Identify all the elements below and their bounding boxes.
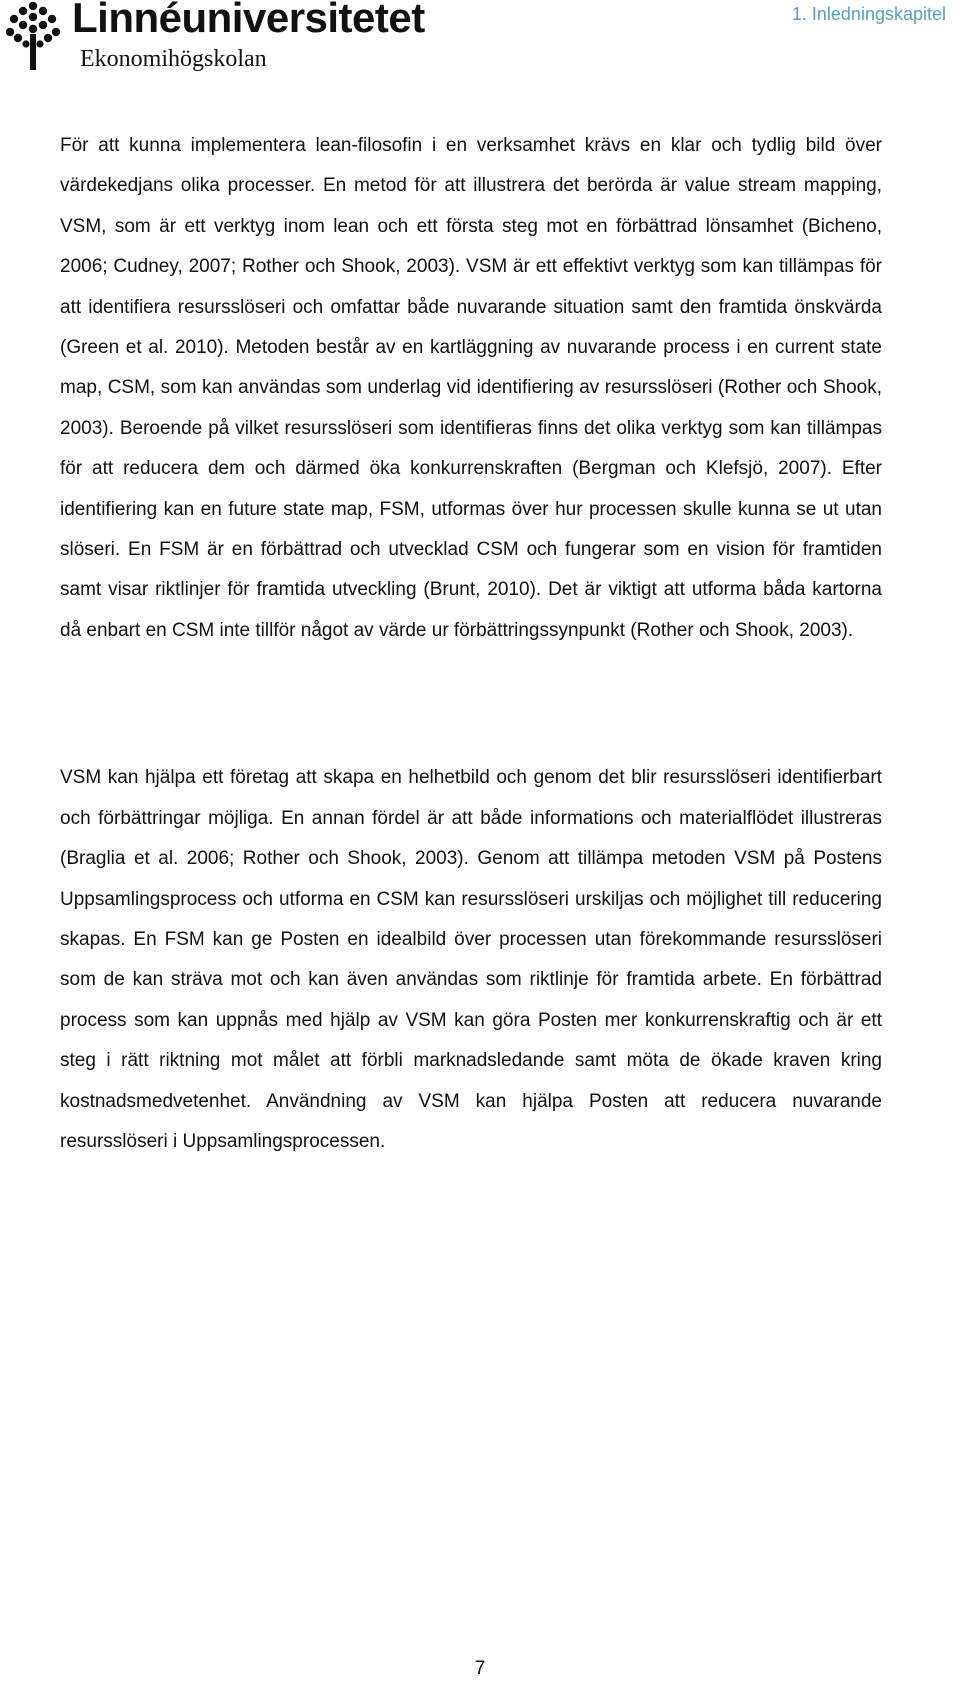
page-header	[0, 0, 960, 80]
body-text	[60, 126, 882, 1162]
tree-logo-icon	[4, 0, 62, 72]
chapter-heading: 1. Inledningskapitel	[791, 4, 946, 24]
logo-wordmark: Linnéuniversitetet	[72, 0, 425, 41]
paragraph-1: För att kunna implementera lean-filosofin i en verksamhet krävs en klar och tydlig bild över värdekedjans olika processer. En metod för att illustrera det berörda är value stream mapping, VSM, som är ett verktyg inom lean och ett första steg mot en förbättrad lönsamhet (Bicheno, 2006; Cudney, 2007; Rother och Shook, 2003). VSM är ett effektivt verktyg som kan tillämpas för att identifiera resursslöseri och omfattar både nuvarande situation samt den framtida önskvärda (Green et al. 2010). Metoden består av en kartläggning av nuvarande process i en current state map, CSM, som kan användas som underlag vid identifiering av resursslöseri (Rother och Shook, 2003). Beroende på vilket resursslöseri som identifieras finns det olika verktyg som kan tillämpas för att reducera dem och därmed öka konkurrenskraften (Bergman och Klefsjö, 2007). Efter identifiering kan en future state map, FSM, utformas över hur processen skulle kunna se ut utan slöseri. En FSM är en förbättrad och utvecklad CSM och fungerar som en vision för framtiden samt visar riktlinjer för framtida utveckling (Brunt, 2010). Det är viktigt att utforma båda kartorna då enbart en CSM inte tillför något av värde ur förbättringssynpunkt (Rother och Shook, 2003).	[60, 135, 882, 641]
university-logo	[4, 0, 524, 78]
paragraph-2: VSM kan hjälpa ett företag att skapa en helhetbild och genom det blir resursslöseri identifierbart och förbättringar möjliga. En annan fördel är att både informations och materialflödet illustreras (Braglia et al. 2006; Rother och Shook, 2003). Genom att tillämpa metoden VSM på Postens Uppsamlingsprocess och utforma en CSM kan resursslöseri urskiljas och möjlighet till reducering skapas. En FSM kan ge Posten en idealbild över processen utan förekommande resursslöseri som de kan sträva mot och kan även användas som riktlinje för framtida arbete. En förbättrad process som kan uppnås med hjälp av VSM kan göra Posten mer konkurrenskraftig och är ett steg i rätt riktning mot målet att förbli marknadsledande samt möta de ökade kraven kring kostnadsmedvetenhet. Användning av VSM kan hjälpa Posten att reducera nuvarande resursslöseri i Uppsamlingsprocessen.	[60, 767, 882, 1152]
page-number: 7	[474, 1658, 486, 1679]
logo-school-name: Ekonomihögskolan	[80, 46, 267, 72]
